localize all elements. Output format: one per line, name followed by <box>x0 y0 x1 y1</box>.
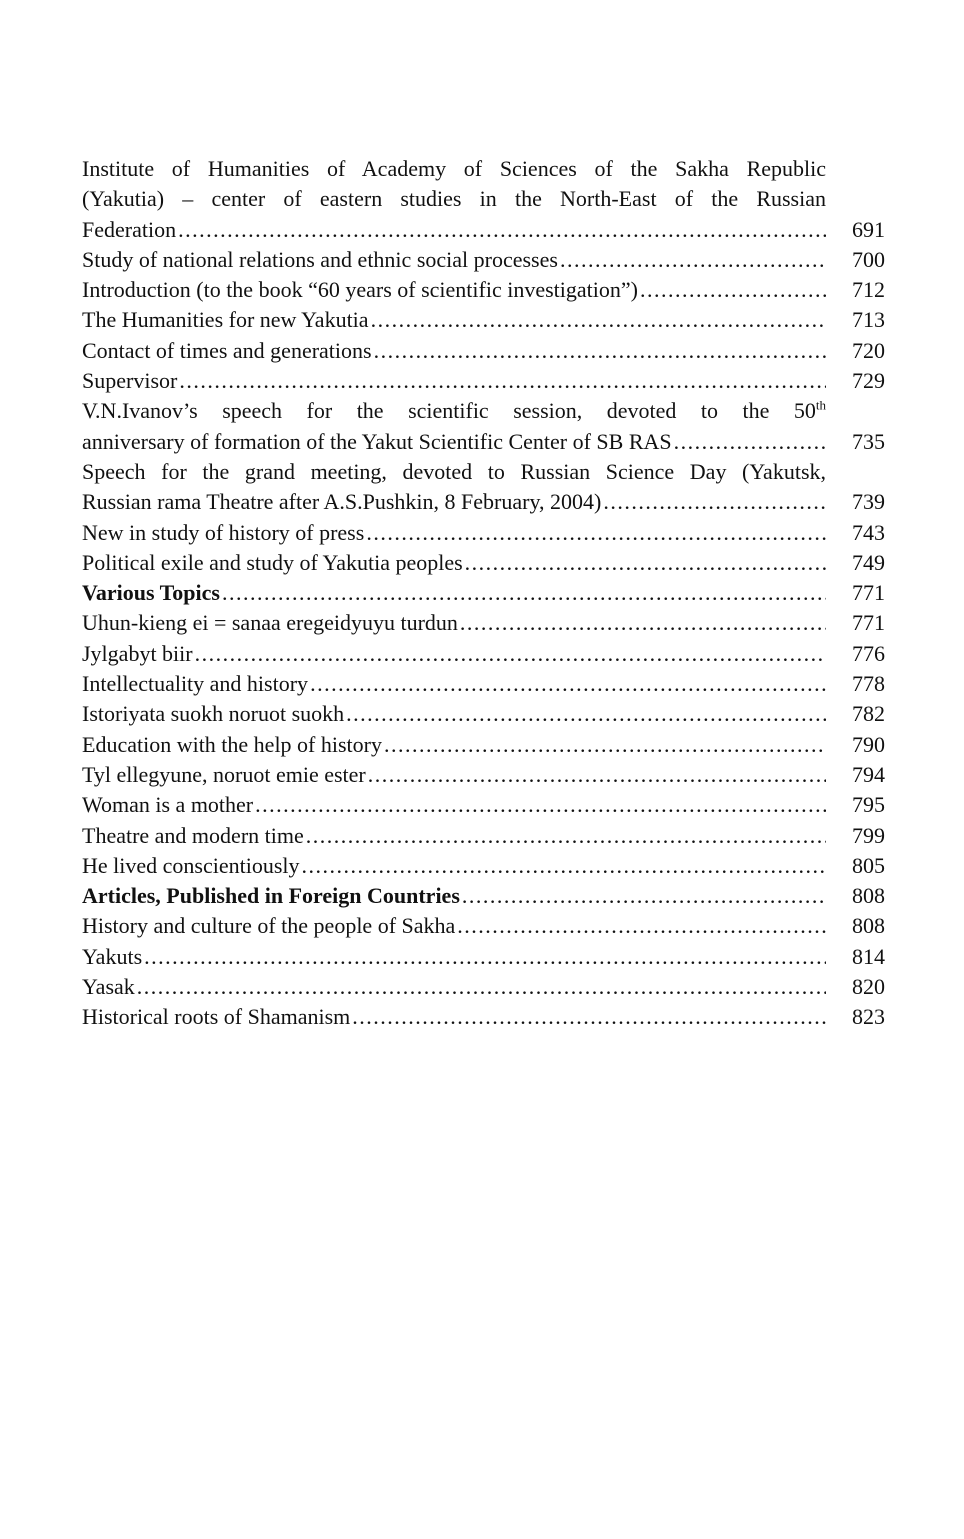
dot-leader <box>462 881 826 911</box>
dot-leader <box>674 427 826 457</box>
toc-page-number: 713 <box>852 307 885 333</box>
toc-entry-title <box>82 275 826 305</box>
dot-leader <box>603 487 826 517</box>
toc-entry-title-text: Various Topics <box>82 580 220 606</box>
toc-entry-final-line <box>82 245 826 275</box>
toc-entry-final-line <box>82 578 826 608</box>
toc-entry-title-text: Theatre and modern time <box>82 822 304 848</box>
toc-page-number: 700 <box>852 246 885 272</box>
toc-entry <box>82 396 885 457</box>
toc-page-number: 771 <box>852 610 885 636</box>
toc-entry-final-line <box>82 548 826 578</box>
dot-leader <box>560 245 826 275</box>
toc-entry-title-text: Education with the help of history <box>82 731 382 757</box>
toc-entry <box>82 911 885 941</box>
toc-entry <box>82 669 885 699</box>
toc-page-number: 778 <box>852 671 885 697</box>
toc-entry-title-text: Jylgabyt biir <box>82 640 193 666</box>
toc-entry-title <box>82 396 826 457</box>
toc-entry-title-line: Speech for the grand meeting, devoted to Russian Science Day (Yakutsk, <box>82 458 826 484</box>
toc-entry-title <box>82 790 826 820</box>
toc-entry-final-line <box>82 639 826 669</box>
toc-entry-final-line <box>82 275 826 305</box>
toc-entry-final-line <box>82 305 826 335</box>
toc-page-number: 820 <box>852 974 885 1000</box>
toc-entry <box>82 760 885 790</box>
dot-leader <box>302 851 826 881</box>
dot-leader <box>352 1002 826 1032</box>
toc-entry-title <box>82 911 826 941</box>
dot-leader <box>178 215 826 245</box>
toc-page-number: 743 <box>852 519 885 545</box>
toc-page-number: 823 <box>852 1004 885 1030</box>
toc-entry <box>82 275 885 305</box>
toc-entry-title <box>82 336 826 366</box>
toc-entry <box>82 457 885 518</box>
dot-leader <box>371 305 826 335</box>
toc-entry-title-text: Yasak <box>82 974 135 1000</box>
toc-section-heading <box>82 881 885 911</box>
toc-entry-title-text: Historical roots of Shamanism <box>82 1004 351 1030</box>
dot-leader <box>346 699 826 729</box>
toc-entry-title <box>82 730 826 760</box>
toc-page-number: 720 <box>852 337 885 363</box>
toc-page-number: 794 <box>852 761 885 787</box>
dot-leader <box>368 760 826 790</box>
toc-entry <box>82 245 885 275</box>
toc-entry-title <box>82 1002 826 1032</box>
toc-entry-title <box>82 821 826 851</box>
dot-leader <box>222 578 826 608</box>
toc-entry-title-text: Yakuts <box>82 943 143 969</box>
toc-entry-final-line <box>82 669 826 699</box>
toc-entry <box>82 790 885 820</box>
dot-leader <box>460 608 826 638</box>
toc-entry-title <box>82 366 826 396</box>
ordinal-superscript: th <box>815 398 826 414</box>
toc-entry-title-text: Political exile and study of Yakutia peoples <box>82 549 463 575</box>
toc-entry <box>82 336 885 366</box>
toc-entry-title <box>82 518 826 548</box>
toc-entry-title <box>82 669 826 699</box>
toc-entry-title-text: Woman is a mother <box>82 792 254 818</box>
toc-entry-title <box>82 608 826 638</box>
toc-entry-final-line <box>82 760 826 790</box>
toc-entry <box>82 548 885 578</box>
toc-page-number: 776 <box>852 640 885 666</box>
toc-entry-title <box>82 942 826 972</box>
toc-entry-final-line <box>82 518 826 548</box>
toc-section-heading <box>82 578 885 608</box>
toc-entry-title-text: The Humanities for new Yakutia <box>82 307 369 333</box>
dot-leader <box>457 911 826 941</box>
toc-entry-final-line <box>82 215 826 245</box>
toc-entry-title-text: New in study of history of press <box>82 519 365 545</box>
toc-entry-final-line <box>82 972 826 1002</box>
table-of-contents <box>82 154 885 1033</box>
toc-page-number: 712 <box>852 277 885 303</box>
toc-entry-final-line <box>82 790 826 820</box>
toc-entry-final-line <box>82 487 826 517</box>
toc-entry-title-text: Istoriyata suokh noruot suokh <box>82 701 345 727</box>
toc-entry-final-line <box>82 699 826 729</box>
toc-entry-final-line <box>82 336 826 366</box>
toc-page-number: 805 <box>852 852 885 878</box>
toc-entry-title-text: anniversary of formation of the Yakut Scientific Center of SB RAS <box>82 428 672 454</box>
toc-entry-title-line: Institute of Humanities of Academy of Sciences of the Sakha Republic <box>82 156 826 181</box>
toc-entry <box>82 305 885 335</box>
toc-entry-title-text: Introduction (to the book “60 years of scientific investigation”) <box>82 277 638 303</box>
toc-page-number: 729 <box>852 368 885 394</box>
toc-entry <box>82 1002 885 1032</box>
dot-leader <box>306 821 826 851</box>
toc-entry-title-text: Russian rama Theatre after A.S.Pushkin, 8 February, 2004) <box>82 489 602 515</box>
toc-entry <box>82 608 885 638</box>
toc-entry <box>82 154 885 245</box>
toc-entry-final-line <box>82 1002 826 1032</box>
dot-leader <box>366 518 826 548</box>
toc-entry <box>82 942 885 972</box>
toc-entry-title <box>82 305 826 335</box>
toc-entry-title <box>82 851 826 881</box>
toc-entry <box>82 366 885 396</box>
toc-entry <box>82 518 885 548</box>
dot-leader <box>374 336 826 366</box>
toc-entry-final-line <box>82 608 826 638</box>
dot-leader <box>310 669 826 699</box>
toc-entry-final-line <box>82 821 826 851</box>
toc-entry-title-text: Supervisor <box>82 368 178 394</box>
toc-entry-final-line <box>82 730 826 760</box>
toc-page-number: 691 <box>852 216 885 242</box>
dot-leader <box>384 730 826 760</box>
toc-entry-title <box>82 972 826 1002</box>
toc-entry-title <box>82 457 826 518</box>
toc-page-number: 814 <box>852 943 885 969</box>
toc-page-number: 739 <box>852 489 885 515</box>
toc-entry <box>82 851 885 881</box>
dot-leader <box>465 548 826 578</box>
toc-entry-title-text: Federation <box>82 216 177 242</box>
toc-entry-title <box>82 699 826 729</box>
toc-entry <box>82 730 885 760</box>
toc-entry <box>82 639 885 669</box>
toc-entry-title <box>82 578 826 608</box>
toc-entry-title-text: V.N.Ivanov’s speech for the scientific session, devoted to the 50 <box>82 398 816 424</box>
toc-page-number: 749 <box>852 549 885 575</box>
toc-entry-final-line <box>82 851 826 881</box>
toc-page-number: 790 <box>852 731 885 757</box>
dot-leader <box>144 942 826 972</box>
toc-entry-title-line: (Yakutia) – center of eastern studies in the North-East of the Russian <box>82 186 826 212</box>
toc-entry-final-line <box>82 427 826 457</box>
toc-entry-title-text: History and culture of the people of Sakha <box>82 913 456 939</box>
dot-leader <box>179 366 826 396</box>
toc-entry-title-text: Uhun-kieng ei = sanaa eregeidyuyu turdun <box>82 610 458 636</box>
toc-page-number: 782 <box>852 701 885 727</box>
toc-entry-title <box>82 760 826 790</box>
toc-entry-title <box>82 881 826 911</box>
toc-entry-final-line <box>82 911 826 941</box>
toc-entry-final-line <box>82 942 826 972</box>
dot-leader <box>640 275 826 305</box>
toc-entry-title <box>82 639 826 669</box>
toc-entry-final-line <box>82 366 826 396</box>
toc-entry-title-text: He lived conscientiously <box>82 852 300 878</box>
toc-entry-title-text: Intellectuality and history <box>82 671 309 697</box>
toc-page-number: 799 <box>852 822 885 848</box>
toc-entry <box>82 699 885 729</box>
toc-entry-title-text: Tyl ellegyune, noruot emie ester <box>82 761 366 787</box>
toc-entry-title <box>82 245 826 275</box>
toc-entry-title-text: Study of national relations and ethnic social processes <box>82 246 558 272</box>
toc-entry-title-text: Contact of times and generations <box>82 337 372 363</box>
toc-page-number: 808 <box>852 883 885 909</box>
dot-leader <box>255 790 826 820</box>
toc-entry <box>82 972 885 1002</box>
toc-entry <box>82 821 885 851</box>
toc-page-number: 808 <box>852 913 885 939</box>
dot-leader <box>195 639 826 669</box>
toc-page-number: 771 <box>852 580 885 606</box>
dot-leader <box>137 972 826 1002</box>
toc-entry-title-text: Articles, Published in Foreign Countries <box>82 883 460 909</box>
toc-page-number: 795 <box>852 792 885 818</box>
toc-entry-title <box>82 154 826 245</box>
toc-entry-title <box>82 548 826 578</box>
toc-entry-title-line <box>82 396 826 426</box>
toc-entry-final-line <box>82 881 826 911</box>
toc-page-number: 735 <box>852 428 885 454</box>
